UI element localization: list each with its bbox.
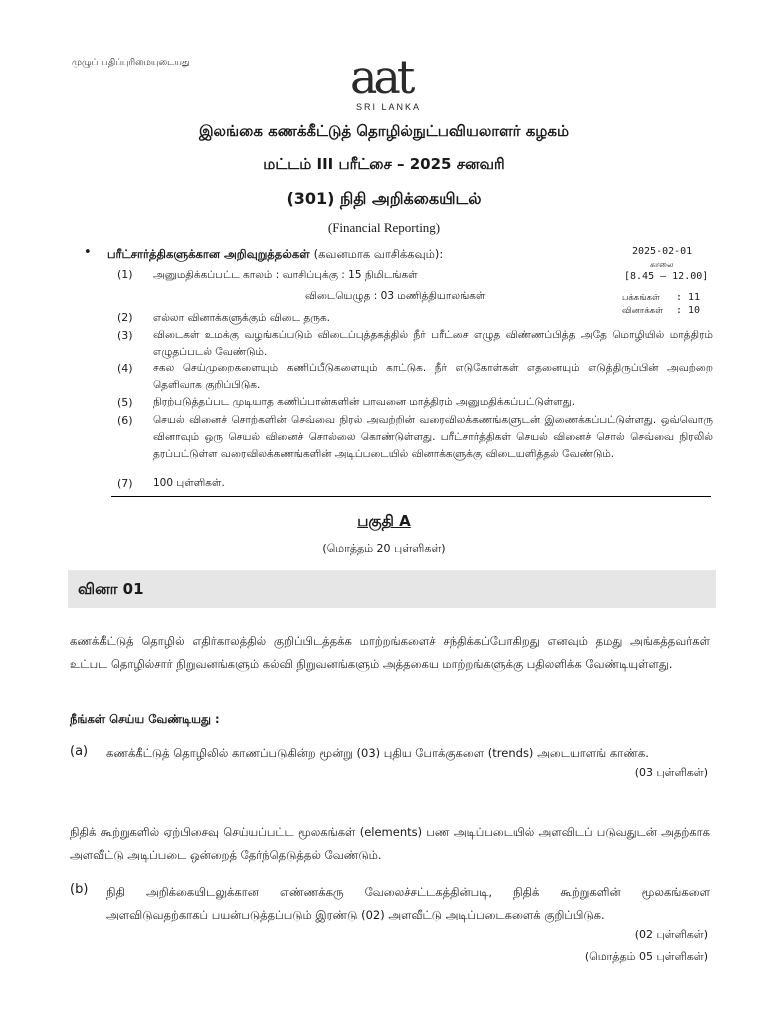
instruction-text: விடையெழுத : 03 மணித்தியாலங்கள் — [305, 290, 486, 302]
part-b-label: (b) — [70, 882, 89, 897]
copyright-notice: முழுப் பதிப்புரிமையுடையது — [72, 58, 190, 68]
instruction-number: (1) — [117, 268, 133, 281]
part-a-label: (a) — [70, 744, 89, 759]
instruction-number: (7) — [117, 477, 133, 490]
instruction-text: 100 புள்ளிகள். — [153, 477, 225, 489]
section-subtitle: (மொத்தம் 20 புள்ளிகள்) — [322, 542, 446, 555]
part-b-text: நிதி அறிக்கையிடலுக்கான எண்ணக்கரு வேலைச்சட்டகத்தின்படி, நிதிக் கூற்றுகளின் மூலகங்களை அளவிடுவதற்காகப் பயன்படுத்தப்படும் இரண்டு (02) அளவீட்டு அடிப்படைகளைக் குறிப்பிடுக. — [106, 885, 710, 922]
instruction-number: (5) — [117, 396, 133, 409]
logo-wordmark: aat — [350, 50, 412, 104]
pages-label: பக்கங்கள் — [622, 293, 660, 303]
instruction-text: எல்லா வினாக்களுக்கும் விடை தருக. — [153, 312, 331, 324]
instruction-text: செயல் வினைச் சொற்களின் செவ்வை நிரல் அவற்றின் வரைவிலக்கணங்களுடன் இணைக்கப்பட்டுள்ளது. ஒவ்வொரு வினாவும் ஒரு செயல் வினைச் சொல்லை கொண்டுள்ளது. பரீட்சார்த்திகள் செயல் வினைச் சொல் செவ்வை நிரலில் தரப்பட்டுள்ள வரைவிலக்கணங்களின் அடிப்படையில் வினாக்களுக்கு விடையளித்தல் வேண்டும். — [153, 414, 713, 460]
exam-date: 2025-02-01 — [632, 246, 693, 257]
instruction-number: (3) — [117, 329, 133, 342]
instruction-number: (4) — [117, 362, 133, 375]
task-label: நீங்கள் செய்ய வேண்டியது : — [70, 712, 220, 726]
instruction-text: அனுமதிக்கப்பட்ட காலம் : வாசிப்புக்கு : 15 நிமிடங்கள் — [153, 269, 418, 281]
instructions-heading: பரீட்சார்த்திகளுக்கான அறிவுறுத்தல்கள் — [107, 247, 310, 261]
instruction-number: (2) — [117, 311, 133, 324]
questions-value: : 10 — [676, 305, 701, 316]
question-intro: கணக்கீட்டுத் தொழில் எதிர்காலத்தில் குறிப்பிடத்தக்க மாற்றங்களைச் சந்திக்கப்போகிறது எனவும் தமது அங்கத்தவர்கள் உட்பட தொழில்சார் நிறுவனங்களும் கல்வி நிறுவனங்களும் அத்தகைய மாற்றங்களுக்கு பதிலளிக்க வேண்டியுள்ளது. — [70, 634, 710, 671]
aat-logo — [346, 50, 436, 118]
instructions-note: (கவனமாக வாசிக்கவும்): — [313, 247, 444, 261]
subject-title: (301) நிதி அறிக்கையிடல் — [286, 189, 482, 208]
divider — [111, 496, 711, 497]
part-a-text: கணக்கீட்டுத் தொழிலில் காணப்படுகின்ற மூன்று (03) புதிய போக்குகளை (trends) அடையாளங் காண்க. — [106, 746, 649, 760]
question-header-bar — [68, 570, 716, 608]
instruction-text: விடைகள் உமக்கு வழங்கப்படும் விடைப்புத்தகத்தில் நீர் பரீட்சை எழுத விண்ணப்பித்த அதே மொழியில் மாத்திரம் எழுதப்படல் வேண்டும். — [153, 329, 713, 358]
exam-session: காலை — [650, 260, 674, 269]
questions-label: வினாக்கள் — [622, 306, 663, 316]
instruction-number: (6) — [117, 414, 133, 427]
institute-name: இலங்கை கணக்கீட்டுத் தொழில்நுட்பவியலாளர் கழகம் — [198, 122, 570, 140]
part-b-marks: (02 புள்ளிகள்) — [634, 928, 708, 941]
instruction-text: நிரற்படுத்தப்பட முடியாத கணிப்பான்களின் பாவனை மாத்திரம் அனுமதிக்கப்பட்டுள்ளது. — [153, 396, 576, 408]
pages-value: : 11 — [676, 292, 701, 303]
instruction-text: சகல செய்முறைகளையும் கணிப்பீடுகளையும் காட்டுக. நீர் எடுகோள்கள் எதனையும் எடுத்திருப்பின் அவற்றை தெளிவாக குறிப்பிடுக. — [153, 362, 713, 391]
logo-subtitle: SRI LANKA — [356, 102, 422, 112]
bullet-icon: • — [84, 245, 92, 260]
subject-english: (Financial Reporting) — [327, 220, 441, 235]
instructions-title — [107, 247, 443, 263]
part-b-context: நிதிக் கூற்றுகளில் ஏற்பிசைவு செய்யப்பட்ட மூலகங்கள் (elements) பண அடிப்படையில் அளவிடப் படுவதுடன் அதற்காக அளவீட்டு அடிப்படை ஒன்றைத் தேர்ந்தெடுத்தல் வேண்டும். — [70, 825, 710, 862]
section-title: பகுதி A — [357, 512, 411, 530]
question-title: வினா 01 — [78, 580, 144, 598]
exam-title: மட்டம் III பரீட்சை – 2025 சனவரி — [263, 155, 505, 173]
part-a-marks: (03 புள்ளிகள்) — [634, 766, 708, 779]
exam-time: [8.45 – 12.00] — [624, 271, 709, 282]
total-marks: (மொத்தம் 05 புள்ளிகள்) — [584, 950, 708, 963]
